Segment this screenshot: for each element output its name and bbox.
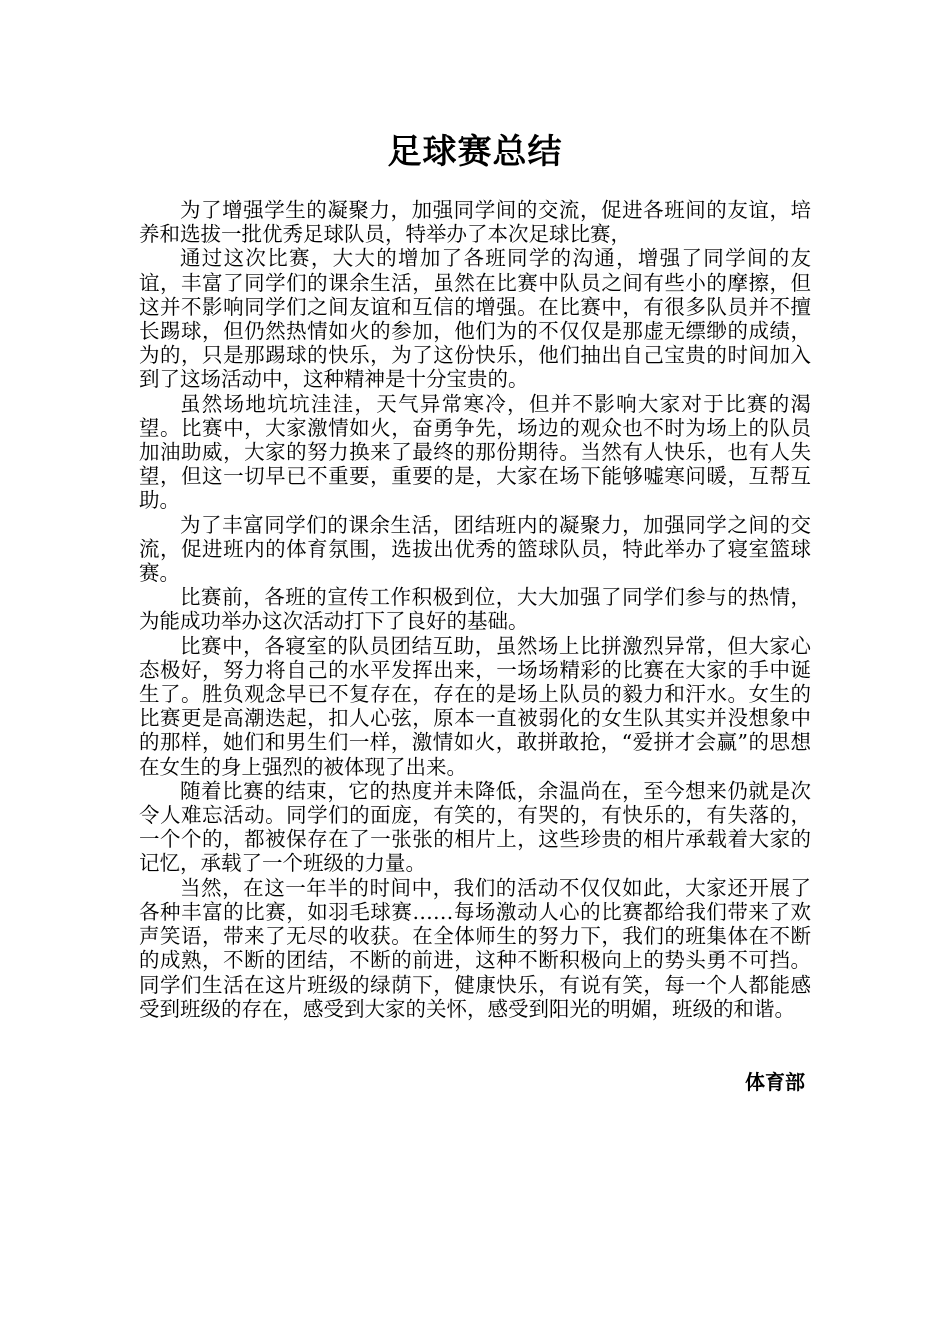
paragraph-4: 为了丰富同学们的课余生活，团结班内的凝聚力，加强同学之间的交流，促进班内的体育氛围，选拔出优秀的篮球队员，特此举办了寝室篮球赛。 (139, 512, 811, 586)
paragraph-5: 比赛前，各班的宣传工作积极到位，大大加强了同学们参与的热情，为能成功举办这次活动打下了良好的基础。 (139, 585, 811, 634)
signature: 体育部 (745, 1070, 805, 1094)
paragraph-3: 虽然场地坑坑洼洼，天气异常寒冷，但并不影响大家对于比赛的渴望。比赛中，大家激情如火，奋勇争先，场边的观众也不时为场上的队员加油助威，大家的努力换来了最终的那份期待。当然有人快乐，也有人失望，但这一切早已不重要，重要的是，大家在场下能够嘘寒问暖，互帮互助。 (139, 391, 811, 513)
paragraph-7: 随着比赛的结束，它的热度并未降低，余温尚在，至今想来仍就是次令人难忘活动。同学们的面庞，有笑的，有哭的，有快乐的，有失落的，一个个的，都被保存在了一张张的相片上，这些珍贵的相片承载着大家的记忆，承载了一个班级的力量。 (139, 778, 811, 876)
paragraph-6: 比赛中，各寝室的队员团结互助，虽然场上比拼激烈异常，但大家心态极好，努力将自己的水平发挥出来，一场场精彩的比赛在大家的手中诞生了。胜负观念早已不复存在，存在的是场上队员的毅力和汗水。女生的比赛更是高潮迭起，扣人心弦，原本一直被弱化的女生队其实并没想象中的那样，她们和男生们一样，激情如火，敢拼敢抢，“爱拼才会赢”的思想在女生的身上强烈的被体现了出来。 (139, 633, 811, 779)
page-title: 足球赛总结 (387, 132, 563, 172)
document-body (139, 198, 811, 1021)
paragraph-8: 当然，在这一年半的时间中，我们的活动不仅仅如此，大家还开展了各种丰富的比赛，如羽毛球赛……每场激动人心的比赛都给我们带来了欢声笑语，带来了无尽的收获。在全体师生的努力下，我们的班集体在不断的成熟，不断的团结，不断的前进，这种不断积极向上的势头勇不可挡。同学们生活在这片班级的绿荫下，健康快乐，有说有笑，每一个人都能感受到班级的存在，感受到大家的关怀，感受到阳光的明媚，班级的和谐。 (139, 875, 811, 1021)
paragraph-1: 为了增强学生的凝聚力，加强同学间的交流，促进各班间的友谊，培养和选拔一批优秀足球队员，特举办了本次足球比赛， (139, 198, 811, 247)
paragraph-2: 通过这次比赛，大大的增加了各班同学的沟通，增强了同学间的友谊，丰富了同学们的课余生活，虽然在比赛中队员之间有些小的摩擦，但这并不影响同学们之间友谊和互信的增强。在比赛中，有很多队员并不擅长踢球，但仍然热情如火的参加，他们为的不仅仅是那虚无缥缈的成绩，为的，只是那踢球的快乐，为了这份快乐，他们抽出自己宝贵的时间加入到了这场活动中，这种精神是十分宝贵的。 (139, 246, 811, 392)
